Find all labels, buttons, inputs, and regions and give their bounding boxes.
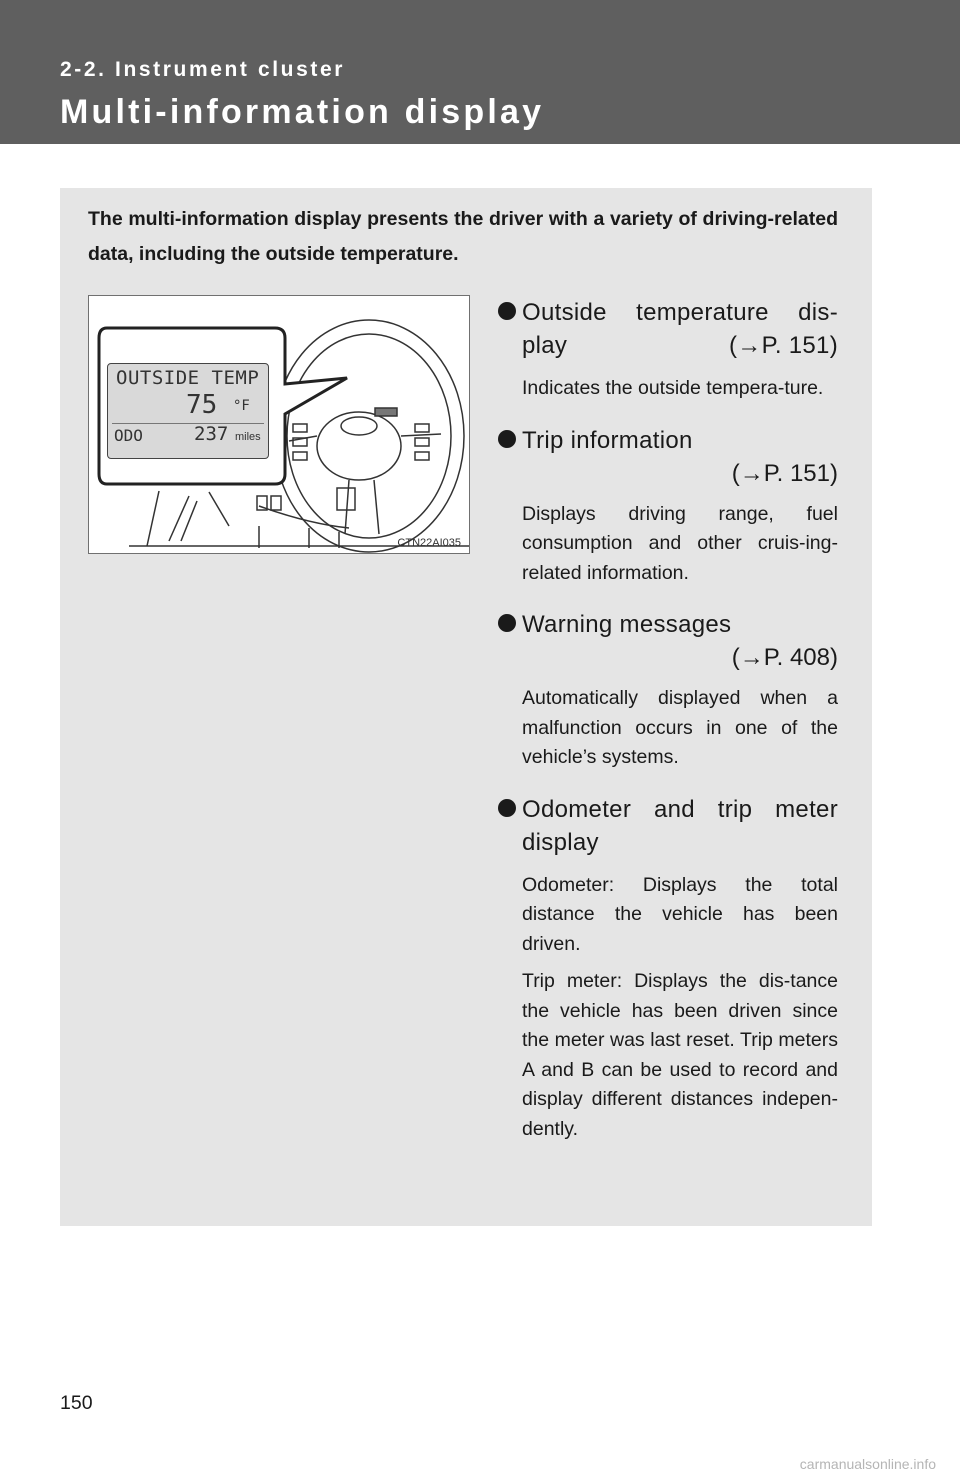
item-title: Outside temperature dis- — [522, 299, 838, 326]
feature-list — [498, 296, 838, 1144]
bullet-icon — [498, 799, 516, 817]
item-title-cont — [522, 329, 838, 362]
item-description: Odometer: Displays the total distance the vehicle has been driven. — [522, 873, 838, 955]
item-description: Displays driving range, fuel consumption and other cruis-ing-related information. — [522, 502, 838, 584]
lcd-odo-value: 237 — [194, 423, 229, 445]
lcd-temperature-unit: °F — [233, 398, 250, 414]
item-description: Automatically displayed when a malfunction occurs in one of the vehicle’s systems. — [522, 687, 838, 768]
page-reference: (→P. 151) — [729, 332, 838, 359]
page-title: Multi-information display — [60, 93, 545, 131]
page-reference: (→P. 151) — [731, 459, 838, 487]
intro-text: The multi-information display presents the driver with a variety of driving-related data, including the outside temperature. — [88, 208, 838, 265]
item-title-line2: play — [522, 332, 568, 359]
dashboard-illustration — [88, 295, 470, 554]
lcd-temperature-value: 75 — [186, 390, 218, 420]
list-item-warning-messages — [498, 608, 838, 773]
lcd-odo-label: ODO — [114, 426, 143, 445]
item-title: Odometer and trip meter — [522, 795, 838, 823]
page-header — [0, 0, 960, 144]
bullet-icon — [498, 430, 516, 448]
watermark: carmanualsonline.info — [799, 1456, 936, 1472]
list-item-odometer — [498, 793, 838, 1145]
item-title: Warning messages — [522, 611, 732, 638]
item-title: Trip information — [522, 426, 693, 454]
list-item-outside-temperature — [498, 296, 838, 404]
section-label: 2-2. Instrument cluster — [60, 58, 346, 81]
page-reference: (→P. 408) — [731, 644, 838, 671]
item-description: Indicates the outside tempera-ture. — [522, 377, 824, 399]
bullet-icon — [498, 614, 516, 632]
page-number: 150 — [60, 1392, 93, 1414]
lcd-odo-unit: miles — [235, 431, 261, 443]
figure-code: CTN22AI035 — [397, 537, 461, 549]
item-description-2: Trip meter: Displays the dis-tance the vehicle has been driven since the meter was last reset. Trip meters A and B can be used to record and display different distances indepen-dently. — [522, 970, 838, 1140]
list-item-trip-information — [498, 424, 838, 589]
lcd-screen — [107, 363, 269, 459]
lcd-outside-temp-label: OUTSIDE TEMP — [116, 367, 260, 389]
content-panel — [60, 188, 872, 1226]
lcd-divider — [112, 423, 264, 424]
item-title-line2: display — [522, 828, 599, 856]
bullet-icon — [498, 302, 516, 320]
